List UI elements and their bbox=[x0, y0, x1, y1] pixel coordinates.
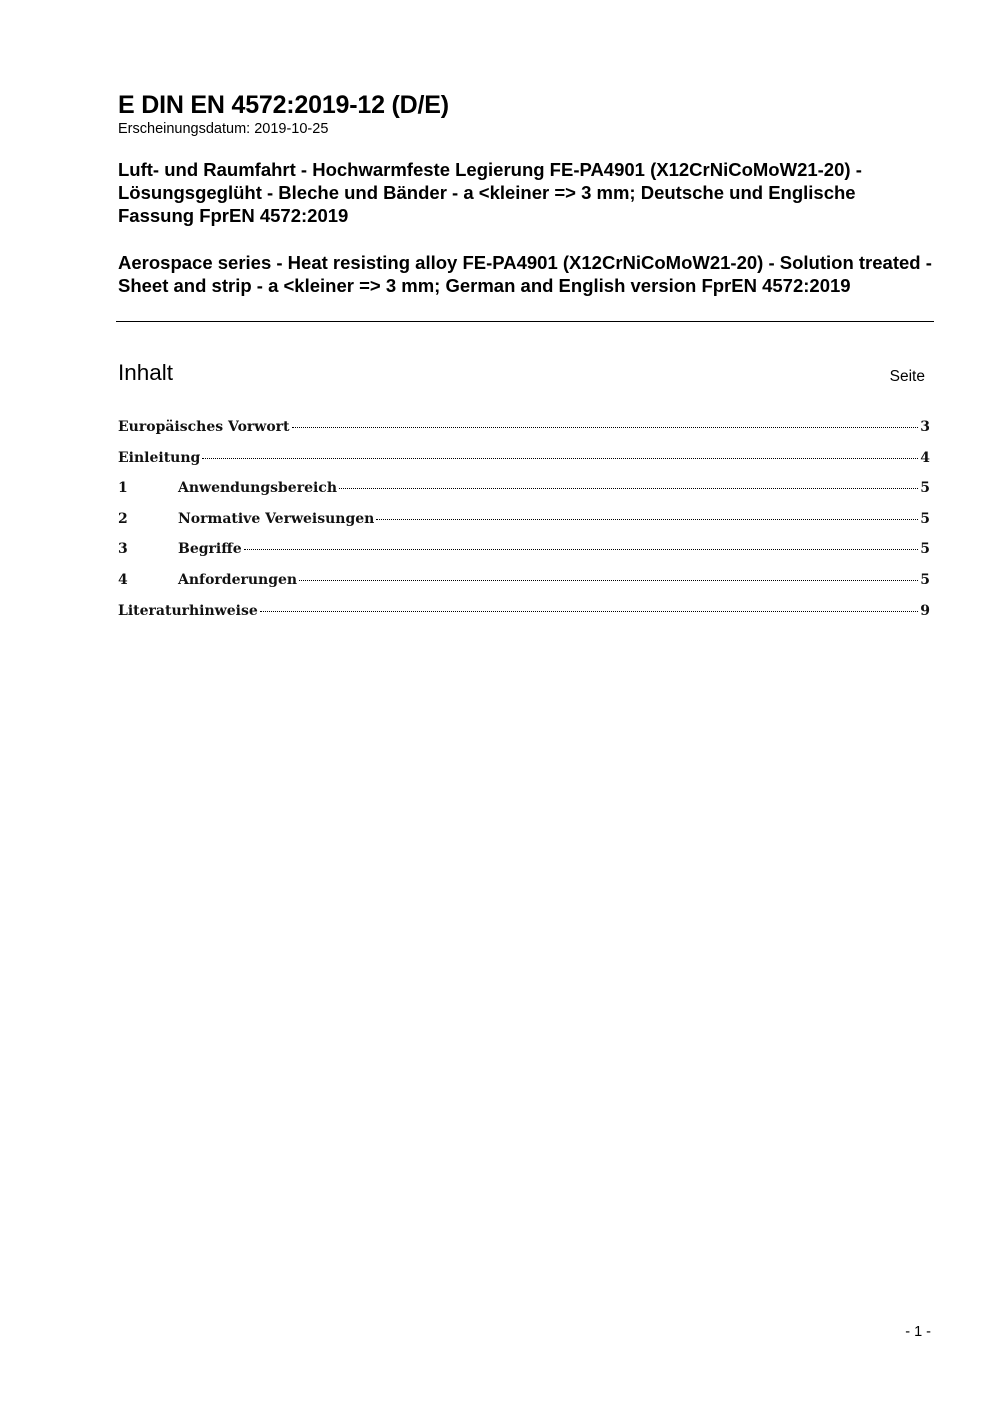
document-id: E DIN EN 4572:2019-12 (D/E) bbox=[118, 91, 449, 119]
toc-entry-page: 4 bbox=[920, 449, 930, 466]
toc-entry-title: Literaturhinweise bbox=[118, 602, 258, 619]
toc-dot-leader bbox=[376, 519, 918, 520]
toc-entry-number: 1 bbox=[118, 480, 128, 497]
toc-entry-page: 5 bbox=[920, 480, 930, 497]
toc-entry-literaturhinweise[interactable] bbox=[118, 600, 930, 631]
header-divider bbox=[116, 321, 934, 322]
toc-dot-leader bbox=[202, 458, 918, 459]
table-of-contents bbox=[118, 416, 930, 630]
page-number: - 1 - bbox=[905, 1324, 931, 1340]
toc-entry-europaeisches-vorwort[interactable] bbox=[118, 416, 930, 447]
toc-entry-page: 3 bbox=[920, 419, 930, 435]
toc-entry-title: Einleitung bbox=[118, 449, 201, 466]
toc-entry-title: Anforderungen bbox=[178, 571, 298, 588]
toc-entry-einleitung[interactable] bbox=[118, 447, 930, 478]
toc-page-column-label: Seite bbox=[889, 368, 925, 385]
toc-entry-page: 5 bbox=[920, 571, 930, 588]
toc-entry-page: 5 bbox=[920, 541, 930, 558]
toc-dot-leader bbox=[244, 549, 919, 550]
toc-dot-leader bbox=[292, 427, 919, 428]
toc-entry-normative-verweisungen[interactable] bbox=[118, 508, 930, 539]
toc-entry-title: Begriffe bbox=[178, 541, 242, 558]
toc-entry-page: 5 bbox=[920, 510, 930, 527]
title-german: Luft- und Raumfahrt - Hochwarmfeste Legierung FE-PA4901 (X12CrNiCoMoW21-20) - Lösungsgeglüht - Bleche und Bänder - a <kleiner => 3 mm; Deutsche und Englische Fassung FprEN 4572:2019 bbox=[118, 159, 862, 226]
toc-dot-leader bbox=[339, 488, 918, 489]
publication-date: Erscheinungsdatum: 2019-10-25 bbox=[118, 121, 329, 137]
toc-entry-page: 9 bbox=[920, 602, 930, 619]
toc-entry-number: 4 bbox=[118, 571, 128, 588]
toc-dot-leader bbox=[260, 611, 919, 612]
toc-entry-anwendungsbereich[interactable] bbox=[118, 477, 930, 508]
toc-entry-number: 3 bbox=[118, 541, 128, 558]
toc-entry-title: Anwendungsbereich bbox=[178, 480, 337, 497]
title-english: Aerospace series - Heat resisting alloy FE-PA4901 (X12CrNiCoMoW21-20) - Solution treated - Sheet and strip - a <kleiner => 3 mm; German and English version FprEN 4572:2019 bbox=[118, 252, 932, 296]
toc-entry-title: Normative Verweisungen bbox=[178, 510, 375, 527]
toc-entry-begriffe[interactable] bbox=[118, 538, 930, 569]
toc-entry-anforderungen[interactable] bbox=[118, 569, 930, 600]
toc-entry-number: 2 bbox=[118, 510, 128, 527]
toc-heading: Inhalt bbox=[118, 360, 174, 385]
toc-dot-leader bbox=[299, 580, 918, 581]
toc-entry-title: Europäisches Vorwort bbox=[118, 419, 290, 435]
